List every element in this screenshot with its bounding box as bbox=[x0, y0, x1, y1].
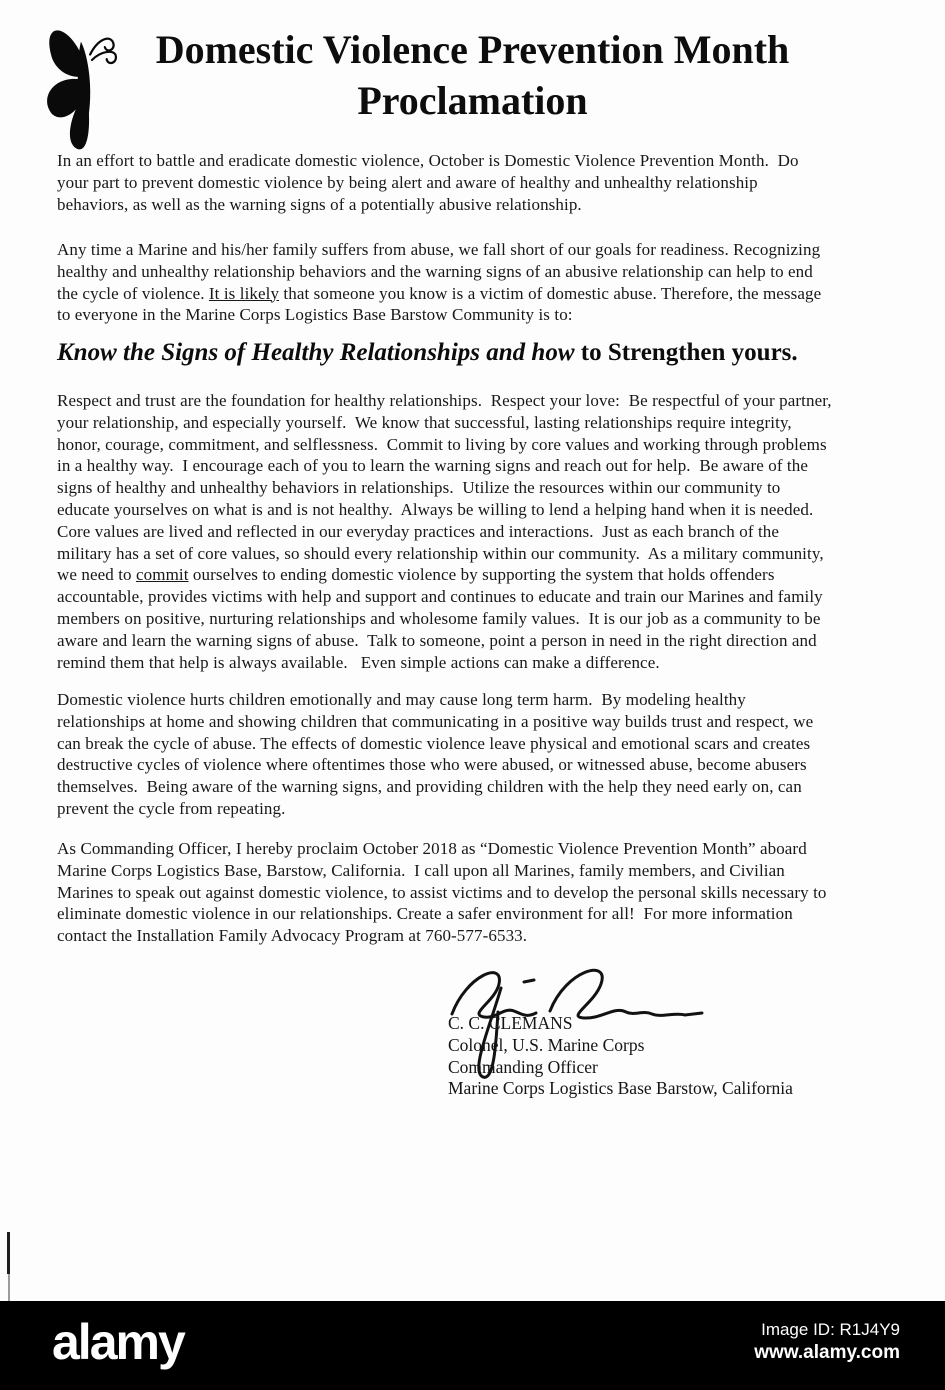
text-line: signs of healthy and unhealthy behaviors in relationships. Utilize the resources within our community to bbox=[57, 478, 781, 498]
text-line: Respect and trust are the foundation for healthy relationships. Respect your love: Be respectful of your partner, bbox=[57, 391, 832, 410]
text-line: prevent the cycle from repeating. bbox=[57, 798, 286, 818]
signature-rank: Colonel, U.S. Marine Corps bbox=[448, 1034, 645, 1055]
document-title bbox=[0, 24, 945, 126]
scan-artifact-line-faint bbox=[8, 1274, 10, 1302]
signature-base: Marine Corps Logistics Base Barstow, California bbox=[448, 1078, 793, 1099]
paragraph-children bbox=[57, 689, 897, 820]
paragraph-intro bbox=[57, 150, 897, 215]
text-line: aware and learn the warning signs of abuse. Talk to someone, point a person in need in the right direction and bbox=[57, 630, 817, 650]
text-line: As Commanding Officer, I hereby proclaim October 2018 as “Domestic Violence Prevention Month” aboard bbox=[57, 839, 807, 858]
text-line: honor, courage, commitment, and selflessness. Commit to living by core values and working through problems bbox=[57, 434, 827, 454]
text-line: the cycle of violence. It is likely that someone you know is a victim of domestic abuse. Therefore, the message bbox=[57, 283, 822, 303]
text-line: your part to prevent domestic violence by being alert and aware of healthy and unhealthy relationship bbox=[57, 172, 758, 192]
text-line: relationships at home and showing children that communicating in a positive way builds trust and respect, we bbox=[57, 711, 814, 731]
paragraph-message bbox=[57, 239, 897, 326]
text-line: Core values are lived and reflected in our everyday practices and interactions. Just as each branch of the bbox=[57, 521, 780, 541]
signature-block bbox=[448, 1013, 868, 1100]
paragraph-proclamation bbox=[57, 838, 897, 947]
text-line: In an effort to battle and eradicate domestic violence, October is Domestic Violence Prevention Month. Do bbox=[57, 151, 799, 170]
text-line: can break the cycle of abuse. The effects of domestic violence leave physical and emotional scars and creates bbox=[57, 733, 811, 753]
title-line-1: Domestic Violence Prevention Month bbox=[155, 27, 790, 72]
heading-regular-part: to Strengthen yours. bbox=[574, 339, 798, 366]
text-line: Domestic violence hurts children emotionally and may cause long term harm. By modeling healthy bbox=[57, 690, 746, 709]
text-line: destructive cycles of violence where oftentimes those who were abused, or witnessed abuse, become abusers bbox=[57, 755, 807, 775]
text-line: your relationship, and especially yourself. We know that successful, lasting relationships require integrity, bbox=[57, 412, 792, 432]
alamy-logo: alamy bbox=[52, 1314, 184, 1370]
text-line: remind them that help is always available. Even simple actions can make a difference. bbox=[57, 652, 660, 672]
watermark-info bbox=[754, 1318, 900, 1364]
text-line: in a healthy way. I encourage each of you to learn the warning signs and reach out for help. Be aware of the bbox=[57, 456, 808, 476]
paragraph-body bbox=[57, 390, 897, 673]
scan-artifact-line bbox=[7, 1232, 10, 1274]
text-line: healthy and unhealthy relationship behaviors and the warning signs of an abusive relationship can help to end bbox=[57, 261, 813, 281]
section-heading bbox=[57, 337, 897, 368]
text-line: Any time a Marine and his/her family suffers from abuse, we fall short of our goals for readiness. Recognizing bbox=[57, 240, 821, 259]
text-line: eliminate domestic violence in our relationships. Create a safer environment for all! For more information bbox=[57, 904, 793, 924]
text-line: Marines to speak out against domestic violence, to assist victims and to develop the personal skills necessary to bbox=[57, 882, 827, 902]
text-line: themselves. Being aware of the warning signs, and providing children with the help they need early on, can bbox=[57, 777, 802, 797]
alamy-url-text: www.alamy.com bbox=[754, 1342, 900, 1363]
title-line-2: Proclamation bbox=[357, 78, 588, 123]
text-line: we need to commit ourselves to ending domestic violence by supporting the system that holds offenders bbox=[57, 565, 775, 585]
text-line: contact the Installation Family Advocacy Program at 760-577-6533. bbox=[57, 926, 528, 946]
signature-role: Commanding Officer bbox=[448, 1056, 598, 1077]
watermark-bar bbox=[0, 1301, 945, 1390]
text-line: members on positive, nurturing relationships and wholesome family values. It is our job as a community to be bbox=[57, 608, 821, 628]
text-line: behaviors, as well as the warning signs of a potentially abusive relationship. bbox=[57, 194, 582, 214]
signature-name: C. C. CLEMANS bbox=[448, 1013, 573, 1033]
text-line: to everyone in the Marine Corps Logistics Base Barstow Community is to: bbox=[57, 305, 573, 325]
heading-italic-part: Know the Signs of Healthy Relationships and how bbox=[57, 339, 575, 366]
underlined-word: commit bbox=[136, 565, 189, 585]
text-line: accountable, provides victims with help and support and continues to educate and train our Marines and family bbox=[57, 587, 823, 607]
underlined-phrase: It is likely bbox=[208, 283, 280, 303]
text-line: Marine Corps Logistics Base, Barstow, California. I call upon all Marines, family members, and Civilian bbox=[57, 860, 785, 880]
text-line: educate yourselves on what is and is not healthy. Always be willing to lend a helping hand when it is needed. bbox=[57, 499, 814, 519]
text-line: military has a set of core values, so should every relationship within our community. As a military community, bbox=[57, 543, 824, 563]
image-id-text: Image ID: R1J4Y9 bbox=[761, 1320, 900, 1339]
